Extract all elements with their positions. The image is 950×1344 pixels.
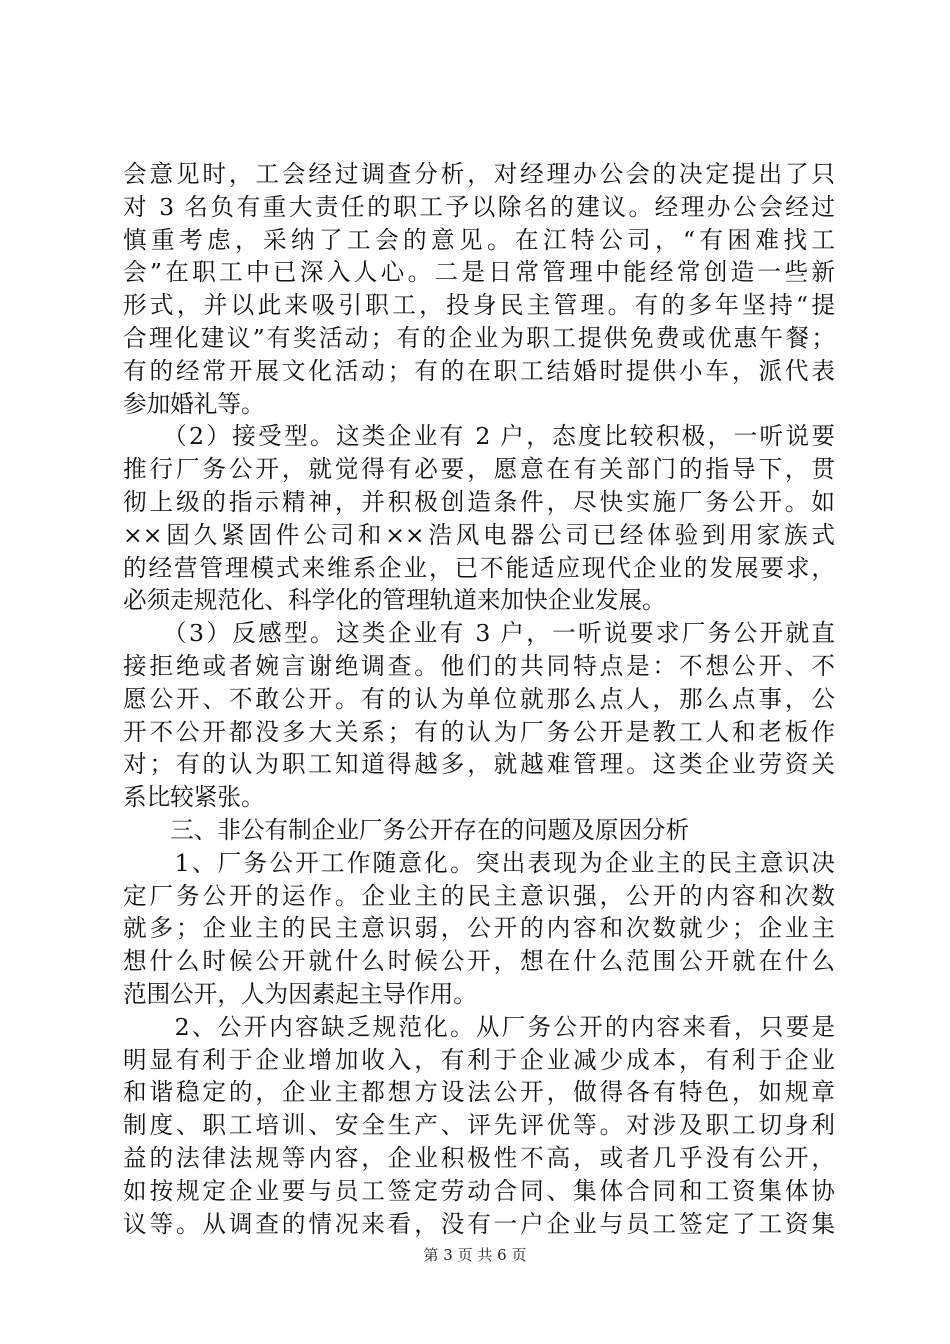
text-line: 会”在职工中已深入人心。二是日常管理中能经常创造一些新 xyxy=(123,258,835,287)
text-line: 合理化建议”有奖活动；有的企业为职工提供免费或优惠午餐； xyxy=(123,323,835,352)
document-body xyxy=(123,158,835,1240)
text-line: 明显有利于企业增加收入，有利于企业减少成本，有利于企业 xyxy=(123,1045,835,1074)
text-line: 三、非公有制企业厂务公开存在的问题及原因分析 xyxy=(123,815,690,844)
text-line: 形式，并以此来吸引职工，投身民主管理。有的多年坚持“提 xyxy=(123,291,835,320)
text-line: 制度、职工培训、安全生产、评先评优等。对涉及职工切身利 xyxy=(123,1111,835,1140)
text-line: 彻上级的指示精神，并积极创造条件，尽快实施厂务公开。如 xyxy=(123,487,835,516)
text-line: 和谐稳定的，企业主都想方设法公开，做得各有特色，如规章 xyxy=(123,1078,835,1107)
text-line: 系比较紧张。 xyxy=(123,783,265,812)
text-line: 1、厂务公开工作随意化。突出表现为企业主的民主意识决 xyxy=(123,848,835,877)
text-line: 推行厂务公开，就觉得有必要，愿意在有关部门的指导下，贯 xyxy=(123,455,835,484)
text-line: 的经营管理模式来维系企业，已不能适应现代企业的发展要求， xyxy=(123,553,835,582)
text-line: 会意见时，工会经过调查分析，对经理办公会的决定提出了只 xyxy=(123,160,835,188)
text-line: 接拒绝或者婉言谢绝调查。他们的共同特点是：不想公开、不 xyxy=(123,651,835,680)
text-line: ××固久紧固件公司和××浩风电器公司已经体验到用家族式 xyxy=(123,520,835,549)
text-line: 开不公开都没多大关系；有的认为厂务公开是教工人和老板作 xyxy=(123,717,835,746)
text-line: （2）接受型。这类企业有 2 户，态度比较积极，一听说要 xyxy=(123,422,835,451)
text-line: 2、公开内容缺乏规范化。从厂务公开的内容来看，只要是 xyxy=(123,1012,835,1041)
text-line: 益的法律法规等内容，企业积极性不高，或者几乎没有公开， xyxy=(123,1143,835,1172)
text-line: 想什么时候公开就什么时候公开，想在什么范围公开就在什么 xyxy=(123,947,835,976)
text-line: 如按规定企业要与员工签定劳动合同、集体合同和工资集体协 xyxy=(123,1176,835,1205)
text-line: 定厂务公开的运作。企业主的民主意识强，公开的内容和次数 xyxy=(123,881,835,910)
text-line: 对；有的认为职工知道得越多，就越难管理。这类企业劳资关 xyxy=(123,750,835,779)
page-footer: 第 3 页 共 6 页 xyxy=(423,1246,527,1264)
text-line: 对 3 名负有重大责任的职工予以除名的建议。经理办公会经过 xyxy=(123,192,835,221)
text-line: 范围公开，人为因素起主导作用。 xyxy=(123,979,477,1008)
text-line: 愿公开、不敢公开。有的认为单位就那么点人，那么点事，公 xyxy=(123,684,835,713)
text-line: 必须走规范化、科学化的管理轨道来加快企业发展。 xyxy=(123,586,666,615)
text-line: 慎重考虑，采纳了工会的意见。在江特公司，“有困难找工 xyxy=(123,225,835,254)
text-line: 就多；企业主的民主意识弱，公开的内容和次数就少；企业主 xyxy=(123,914,835,943)
text-line: 议等。从调查的情况来看，没有一户企业与员工签定了工资集 xyxy=(123,1209,835,1238)
text-line: （3）反感型。这类企业有 3 户，一听说要求厂务公开就直 xyxy=(123,619,835,648)
text-line: 参加婚礼等。 xyxy=(123,389,265,418)
text-line: 有的经常开展文化活动；有的在职工结婚时提供小车，派代表 xyxy=(123,356,835,385)
